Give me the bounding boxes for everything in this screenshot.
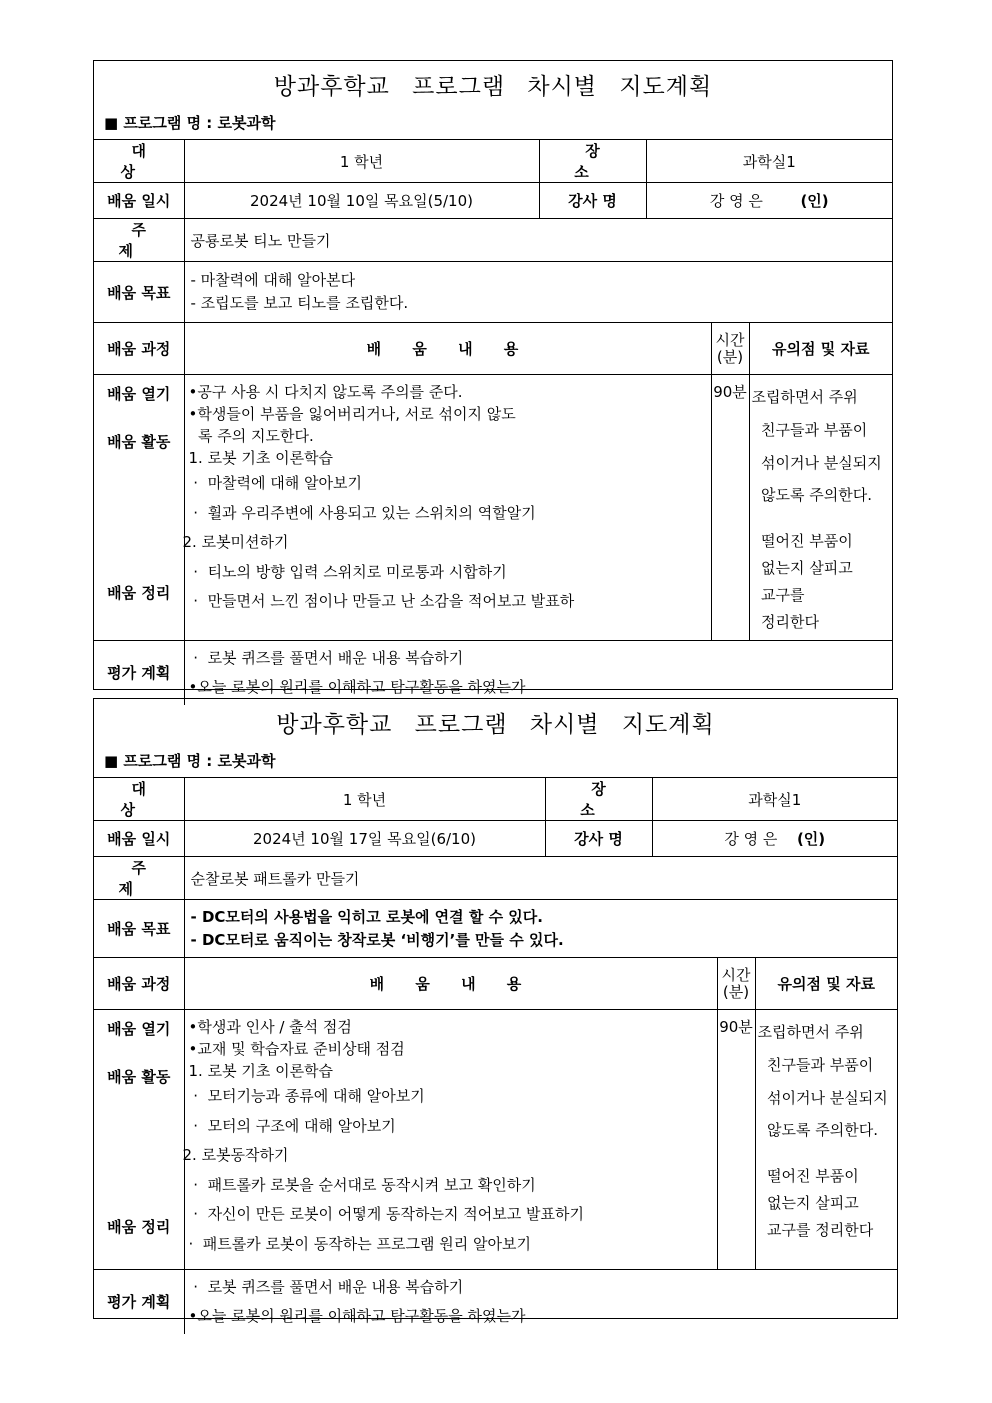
- note-line: 교구를: [751, 586, 805, 604]
- topic-label: 주 제: [94, 857, 184, 900]
- instructor-cell: [652, 821, 897, 857]
- target-label: 대 상: [94, 140, 184, 183]
- notes-label: 유의점 및 자료: [755, 958, 897, 1010]
- content-line: · 마찰력에 대해 알아보기: [188, 474, 363, 492]
- program-name: ■ 프로그램 명 : 로봇과학: [104, 752, 276, 770]
- stage-column: [94, 375, 184, 641]
- stage-close: 배움 정리: [107, 1218, 171, 1236]
- eval-list: [184, 1270, 897, 1334]
- eval-label: 평가 계획: [94, 641, 184, 705]
- target-value: 1 학년: [184, 140, 539, 183]
- target-label: 대 상: [94, 778, 184, 821]
- instructor-value: 강 영 은: [724, 830, 778, 848]
- topic-value: 공룡로봇 티노 만들기: [184, 219, 892, 262]
- place-value: 과학실1: [652, 778, 897, 821]
- plan-table: [94, 140, 892, 705]
- note-line: 조립하면서 주위: [751, 388, 858, 406]
- note-line: 친구들과 부품이: [751, 421, 868, 439]
- goal-item: - DC모터의 사용법을 익히고 로봇에 연결 할 수 있다.: [190, 907, 543, 926]
- content-list: [184, 375, 711, 641]
- instructor-label: 강사 명: [539, 183, 646, 219]
- goal-label: 배움 목표: [94, 262, 184, 323]
- seal-mark: (인): [796, 830, 826, 848]
- content-line: 2. 로봇미션하기: [182, 533, 289, 551]
- eval-line: · 로봇 퀴즈를 풀면서 배운 내용 복습하기: [188, 648, 464, 667]
- content-line: · 모터기능과 종류에 대해 알아보기: [188, 1087, 425, 1105]
- time-label: 시간 (분): [717, 958, 755, 1010]
- time-label: 시간 (분): [711, 323, 749, 375]
- eval-label: 평가 계획: [94, 1270, 184, 1334]
- content-line: · 휠과 우리주변에 사용되고 있는 스위치의 역할알기: [188, 503, 536, 522]
- seal-mark: (인): [800, 192, 829, 210]
- plan-title: 방과후학교 프로그램 차시별 지도계획: [273, 74, 713, 100]
- note-spacer: [758, 1145, 898, 1163]
- stage-activity: 배움 활동: [107, 1068, 171, 1086]
- note-line: 않도록 주의한다.: [757, 1121, 879, 1139]
- eval-line: •오늘 로봇의 원리를 이해하고 탐구활동을 하였는가: [188, 1306, 526, 1325]
- goal-item: - 마찰력에 대해 알아본다: [190, 271, 356, 289]
- content-line: · 모터의 구조에 대해 알아보기: [188, 1116, 396, 1135]
- place-label: 장 소: [539, 140, 646, 183]
- stage-open: 배움 열기: [107, 385, 171, 403]
- plan-table: [94, 778, 897, 1334]
- place-value: 과학실1: [646, 140, 892, 183]
- content-line: · 자신이 만든 로봇이 어떻게 동작하는지 적어보고 발표하기: [188, 1205, 584, 1223]
- content-line: · 티노의 방향 입력 스위치로 미로통과 시합하기: [188, 562, 507, 581]
- time-value: 90분: [717, 1010, 755, 1270]
- stage-column: [94, 1010, 184, 1270]
- time-value: 90분: [711, 375, 749, 641]
- eval-line: · 로봇 퀴즈를 풀면서 배운 내용 복습하기: [188, 1277, 464, 1296]
- notes-label: 유의점 및 자료: [749, 323, 892, 375]
- note-line: 떨어진 부품이: [751, 532, 853, 550]
- instructor-label: 강사 명: [545, 821, 652, 857]
- note-line: 없는지 살피고: [757, 1194, 859, 1212]
- plan-header: [94, 61, 892, 140]
- topic-value: 순찰로봇 패트롤카 만들기: [184, 857, 897, 900]
- stage-close: 배움 정리: [107, 584, 171, 602]
- content-line: 1. 로봇 기초 이론학습: [188, 1062, 334, 1080]
- note-line: 섞이거나 분실되지: [757, 1089, 888, 1107]
- content-line: 1. 로봇 기초 이론학습: [188, 449, 334, 467]
- content-line: · 패트롤카 로봇을 순서대로 동작시켜 보고 확인하기: [188, 1175, 536, 1194]
- note-line: 정리한다: [751, 613, 819, 631]
- place-label: 장 소: [545, 778, 652, 821]
- note-line: 떨어진 부품이: [757, 1167, 859, 1185]
- goal-label: 배움 목표: [94, 900, 184, 958]
- program-name: ■ 프로그램 명 : 로봇과학: [104, 114, 276, 132]
- content-line: 2. 로봇동작하기: [182, 1146, 289, 1164]
- instructor-cell: [646, 183, 892, 219]
- content-list: [184, 1010, 717, 1270]
- content-line: •학생과 인사 / 출석 점검: [188, 1018, 352, 1036]
- note-line: 조립하면서 주위: [757, 1023, 864, 1041]
- instructor-value: 강 영 은: [709, 192, 763, 210]
- notes-list: [749, 375, 892, 641]
- stage-open: 배움 열기: [107, 1020, 171, 1038]
- target-value: 1 학년: [184, 778, 545, 821]
- plan-title: 방과후학교 프로그램 차시별 지도계획: [276, 712, 715, 738]
- eval-line: •오늘 로봇의 원리를 이해하고 탐구활동을 하였는가: [188, 677, 526, 696]
- note-line: 섞이거나 분실되지: [751, 454, 882, 472]
- content-label: 배 움 내 용: [184, 958, 717, 1010]
- goal-list: [184, 262, 892, 323]
- date-label: 배움 일시: [94, 821, 184, 857]
- topic-label: 주 제: [94, 219, 184, 262]
- date-label: 배움 일시: [94, 183, 184, 219]
- date-value: 2024년 10월 17일 목요일(6/10): [184, 821, 545, 857]
- stage-activity: 배움 활동: [107, 433, 171, 451]
- process-label: 배움 과정: [94, 958, 184, 1010]
- note-spacer: [752, 510, 893, 528]
- goal-item: - DC모터로 움직이는 창작로봇 ‘비행기’를 만들 수 있다.: [190, 930, 564, 949]
- content-line: · 패트롤카 로봇이 동작하는 프로그램 원리 알아보기: [188, 1234, 531, 1253]
- goal-list: [184, 900, 897, 958]
- goal-item: - 조립도를 보고 티노를 조립한다.: [190, 294, 409, 312]
- eval-list: [184, 641, 892, 705]
- content-line: 록 주의 지도한다.: [188, 427, 314, 445]
- note-line: 않도록 주의한다.: [751, 486, 873, 504]
- note-line: 친구들과 부품이: [757, 1056, 874, 1074]
- notes-list: [755, 1010, 897, 1270]
- process-label: 배움 과정: [94, 323, 184, 375]
- plan-header: [94, 699, 897, 778]
- date-value: 2024년 10월 10일 목요일(5/10): [184, 183, 539, 219]
- content-line: •공구 사용 시 다치지 않도록 주의를 준다.: [188, 383, 463, 401]
- note-line: 교구를 정리한다: [757, 1221, 874, 1239]
- lesson-plan-2: [93, 698, 898, 1325]
- lesson-plan-1: [93, 60, 893, 696]
- note-line: 없는지 살피고: [751, 559, 853, 577]
- content-line: •학생들이 부품을 잃어버리거나, 서로 섞이지 않도: [188, 405, 516, 423]
- content-line: •교재 및 학습자료 준비상태 점검: [188, 1040, 405, 1058]
- content-line: · 만들면서 느낀 점이나 만들고 난 소감을 적어보고 발표하: [188, 592, 575, 610]
- content-label: 배 움 내 용: [184, 323, 711, 375]
